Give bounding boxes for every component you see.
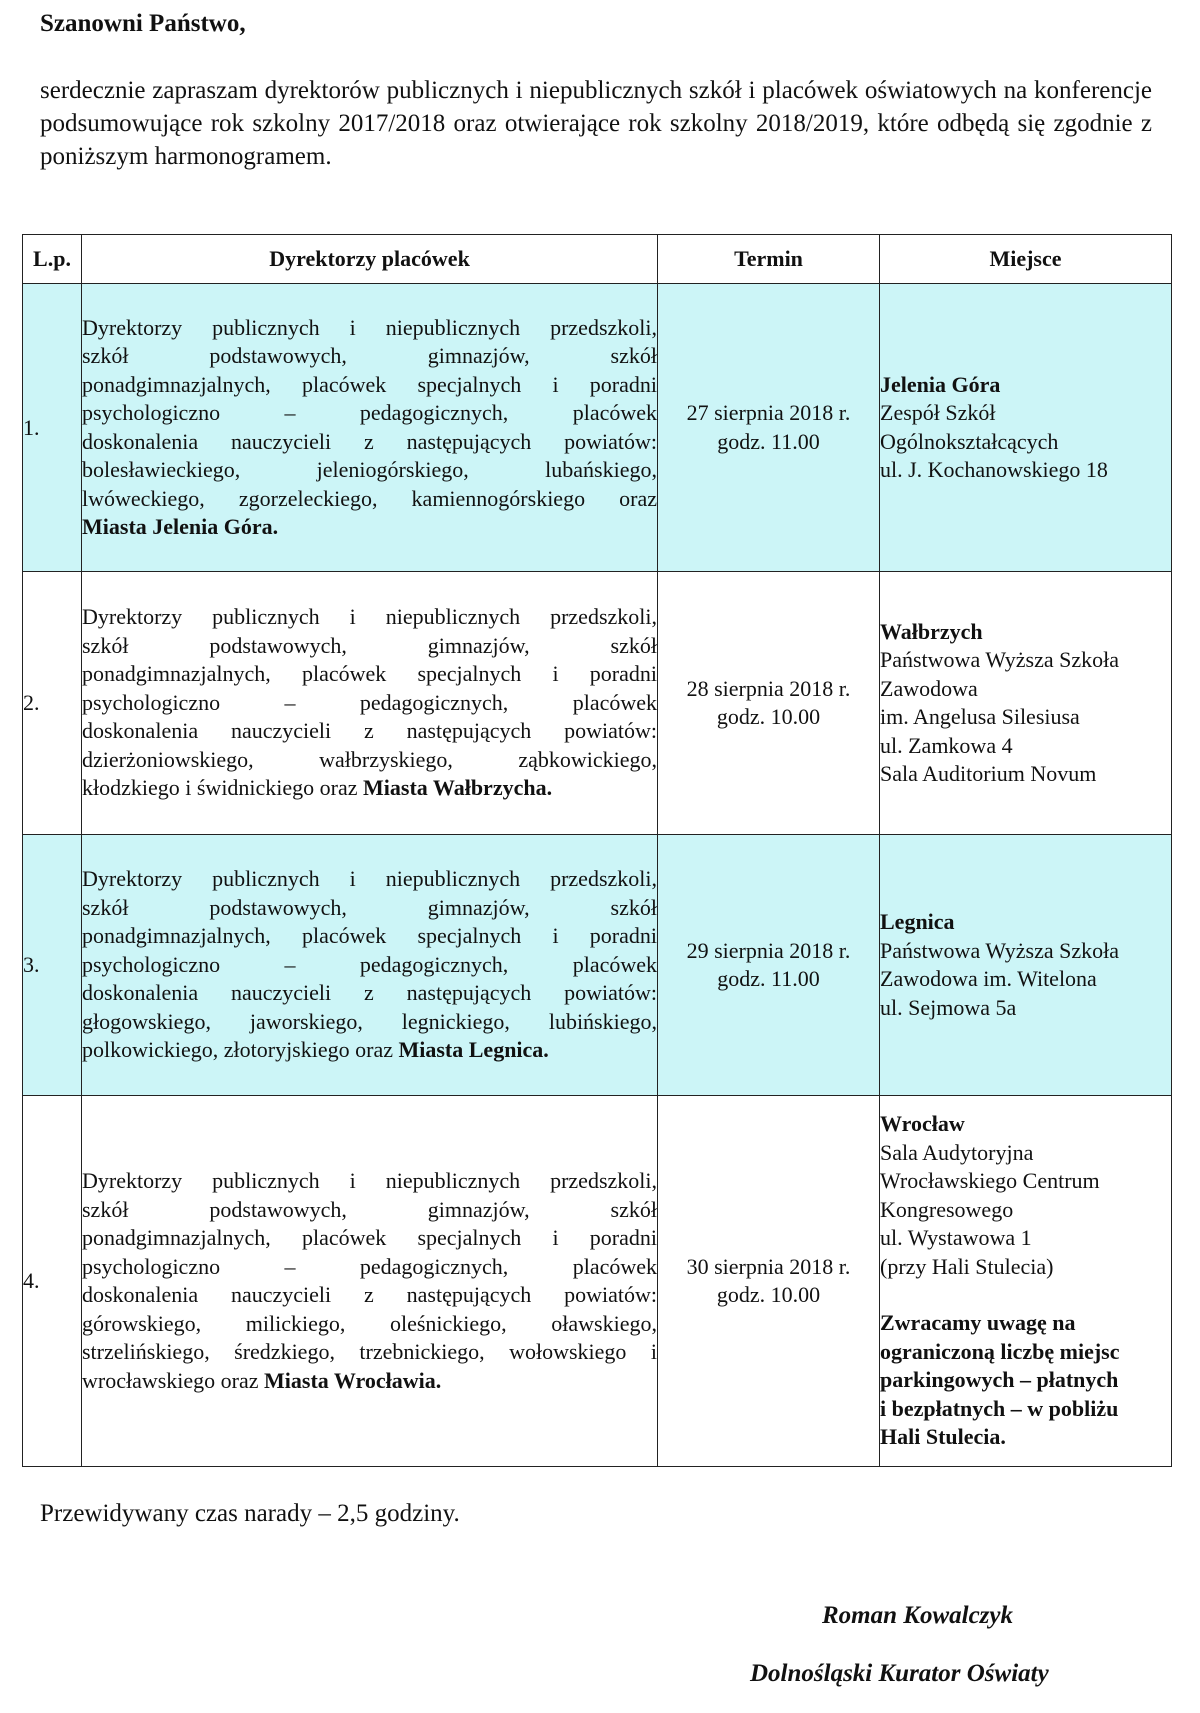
meeting-duration: Przewidywany czas narady – 2,5 godziny.	[40, 1500, 460, 1527]
place-line: ul. J. Kochanowskiego 18	[880, 457, 1108, 482]
desc-line: psychologiczno – pedagogicznych, placówek	[82, 1253, 657, 1279]
note-line: ograniczoną liczbę miejsc	[880, 1338, 1120, 1364]
note-line: i bezpłatnych – w pobliżu	[880, 1395, 1119, 1421]
desc-line: górowskiego, milickiego, oleśnickiego, oławskiego,	[82, 1310, 657, 1336]
term-date: 29 sierpnia 2018 r.	[686, 937, 851, 963]
place-line: Państwowa Wyższa Szkoła	[880, 937, 1119, 963]
place-line: Kongresowego	[880, 1196, 1014, 1222]
desc-line: Dyrektorzy publicznych i niepublicznych przedszkoli,	[82, 314, 657, 340]
place-city: Wrocław	[880, 1111, 965, 1137]
desc-last-text: kłodzkiego i świdnickiego oraz	[82, 775, 364, 801]
desc-city-bold: Miasta Wrocławia.	[264, 1367, 442, 1393]
place-city: Wałbrzych	[880, 618, 983, 644]
parking-note	[880, 1309, 1171, 1452]
row-term	[658, 284, 880, 572]
desc-line: Dyrektorzy publicznych i niepublicznych przedszkoli,	[82, 866, 657, 892]
row-number: 1.	[23, 284, 82, 572]
desc-line: psychologiczno – pedagogicznych, placówek	[82, 689, 657, 715]
term-time: godz. 11.00	[717, 428, 820, 454]
place-line: Państwowa Wyższa Szkoła	[880, 647, 1119, 672]
row-directors	[82, 572, 658, 835]
term-date: 27 sierpnia 2018 r.	[686, 400, 851, 425]
desc-city-bold: Miasta Jelenia Góra.	[82, 514, 279, 539]
desc-line: szkół podstawowych, gimnazjów, szkół	[82, 894, 657, 920]
desc-line: doskonalenia nauczycieli z następujących powiatów:	[82, 980, 657, 1006]
desc-line: szkół podstawowych, gimnazjów, szkół	[82, 1196, 657, 1222]
desc-line: doskonalenia nauczycieli z następujących powiatów:	[82, 1282, 657, 1307]
signature-title: Dolnośląski Kurator Oświaty	[750, 1660, 1049, 1687]
term-date: 30 sierpnia 2018 r.	[686, 1253, 851, 1279]
desc-line: strzelińskiego, średzkiego, trzebnickiego, wołowskiego i	[82, 1339, 657, 1364]
header-directors: Dyrektorzy placówek	[82, 235, 658, 284]
row-number: 3.	[23, 835, 82, 1096]
row-place	[880, 1096, 1172, 1467]
row-directors	[82, 1096, 658, 1467]
table-row	[23, 284, 1172, 572]
desc-line: głogowskiego, jaworskiego, legnickiego, lubińskiego,	[82, 1008, 657, 1034]
row-term	[658, 835, 880, 1096]
signature-name: Roman Kowalczyk	[822, 1602, 1013, 1629]
desc-line: szkół podstawowych, gimnazjów, szkół	[82, 343, 657, 368]
row-number: 2.	[23, 572, 82, 835]
row-term	[658, 1096, 880, 1467]
place-line: Zawodowa im. Witelona	[880, 966, 1097, 991]
desc-line: dzierżoniowskiego, wałbrzyskiego, ząbkowickiego,	[82, 746, 657, 772]
place-city: Legnica	[880, 909, 955, 934]
place-line: ul. Wystawowa 1	[880, 1225, 1032, 1251]
place-line: Sala Auditorium Novum	[880, 761, 1097, 786]
desc-last-text: polkowickiego, złotoryjskiego oraz	[82, 1037, 399, 1063]
table-header-row	[23, 235, 1172, 284]
place-line: Sala Audytoryjna	[880, 1139, 1034, 1165]
desc-line-last	[82, 774, 657, 803]
desc-line: doskonalenia nauczycieli z następujących powiatów:	[82, 718, 657, 744]
place-line: Ogólnokształcących	[880, 428, 1059, 454]
desc-line-last	[82, 1036, 657, 1065]
place-line: ul. Sejmowa 5a	[880, 994, 1017, 1020]
row-number: 4.	[23, 1096, 82, 1467]
row-place	[880, 284, 1172, 572]
desc-line: lwóweckiego, zgorzeleckiego, kamiennogórskiego oraz	[82, 485, 657, 511]
desc-line: psychologiczno – pedagogicznych, placówek	[82, 400, 657, 425]
place-line: im. Angelusa Silesiusa	[880, 704, 1080, 729]
desc-line: bolesławieckiego, jeleniogórskiego, lubańskiego,	[82, 457, 657, 482]
desc-line: Dyrektorzy publicznych i niepublicznych przedszkoli,	[82, 1168, 657, 1193]
desc-city-bold: Miasta Wałbrzycha.	[363, 775, 553, 801]
desc-line: ponadgimnazjalnych, placówek specjalnych i poradni	[82, 1225, 657, 1250]
place-city: Jelenia Góra	[880, 371, 1001, 397]
desc-line: doskonalenia nauczycieli z następujących powiatów:	[82, 428, 657, 454]
table-row	[23, 572, 1172, 835]
row-place	[880, 835, 1172, 1096]
term-time: godz. 10.00	[716, 1282, 821, 1307]
note-line: parkingowych – płatnych	[880, 1367, 1119, 1393]
place-line: (przy Hali Stulecia)	[880, 1253, 1054, 1279]
table-row	[23, 835, 1172, 1096]
desc-last-text: wrocławskiego oraz	[82, 1367, 265, 1393]
row-directors	[82, 284, 658, 572]
desc-line: Dyrektorzy publicznych i niepublicznych przedszkoli,	[82, 604, 657, 630]
place-line: ul. Zamkowa 4	[880, 732, 1013, 758]
schedule-table	[22, 234, 1172, 1467]
table-row	[23, 1096, 1172, 1467]
note-line: Zwracamy uwagę na	[880, 1310, 1076, 1336]
intro-paragraph: serdecznie zapraszam dyrektorów publicznych i niepublicznych szkół i placówek oświatowych na konferencje podsumowujące rok szkolny 2017/2018 oraz otwierające rok szkolny 2018/2019, które odbędą się zgodnie z poniższym harmonogramem.	[40, 77, 1152, 170]
note-line: Hali Stulecia.	[880, 1424, 1006, 1450]
term-time: godz. 10.00	[716, 704, 821, 729]
place-line: Wrocławskiego Centrum	[880, 1168, 1100, 1194]
greeting: Szanowni Państwo,	[40, 10, 246, 37]
term-date: 28 sierpnia 2018 r.	[686, 675, 851, 701]
desc-line-last	[82, 1367, 657, 1396]
desc-city-bold: Miasta Legnica.	[398, 1037, 549, 1063]
desc-line: ponadgimnazjalnych, placówek specjalnych i poradni	[82, 371, 657, 397]
desc-line: ponadgimnazjalnych, placówek specjalnych i poradni	[82, 661, 657, 687]
desc-line: psychologiczno – pedagogicznych, placówek	[82, 951, 657, 977]
term-time: godz. 11.00	[717, 966, 820, 991]
header-place: Miejsce	[880, 235, 1172, 284]
row-directors	[82, 835, 658, 1096]
place-line: Zawodowa	[880, 675, 978, 701]
desc-line: ponadgimnazjalnych, placówek specjalnych i poradni	[82, 923, 657, 949]
header-term: Termin	[658, 235, 880, 284]
place-line: Zespół Szkół	[880, 400, 996, 425]
header-lp: L.p.	[23, 235, 82, 284]
desc-line: szkół podstawowych, gimnazjów, szkół	[82, 632, 657, 658]
row-place	[880, 572, 1172, 835]
row-term	[658, 572, 880, 835]
